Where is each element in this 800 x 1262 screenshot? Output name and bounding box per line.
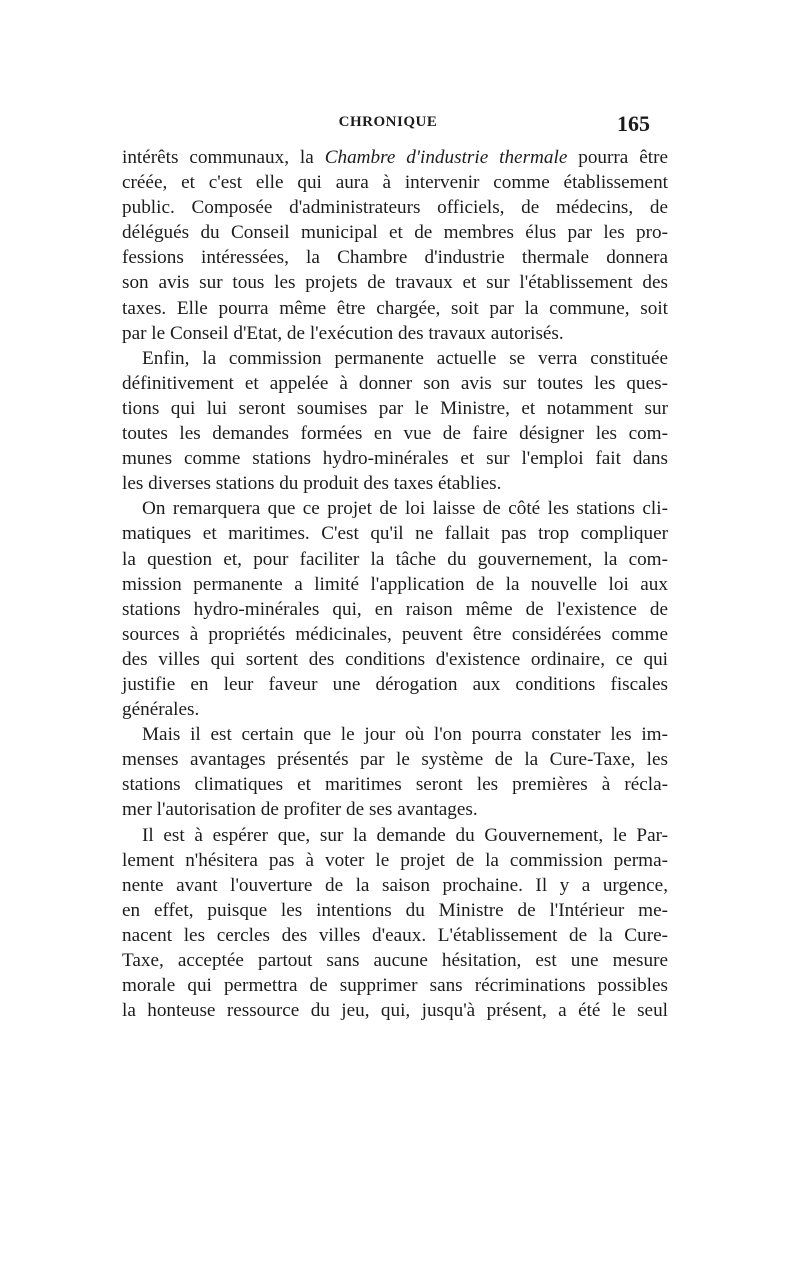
paragraph-3 (122, 496, 668, 722)
text-line: créée, et c'est elle qui aura à intervenir comme établissement (122, 172, 668, 194)
text-line: morale qui permettra de supprimer sans récriminations possibles (122, 975, 668, 997)
text-line: mission permanente a limité l'application de la nouvelle loi aux (122, 573, 668, 595)
text-line: son avis sur tous les projets de travaux et sur l'établissement des (122, 272, 668, 294)
text-line: la honteuse ressource du jeu, qui, jusqu'à présent, a été le seul (122, 1000, 668, 1022)
text-line: taxes. Elle pourra même être chargée, soit par la commune, soit (122, 297, 668, 319)
text-line: la question et, pour faciliter la tâche du gouvernement, la com- (122, 548, 668, 570)
italic-phrase: Chambre d'industrie thermale (324, 147, 568, 168)
running-title: CHRONIQUE (338, 114, 438, 130)
text-line: public. Composée d'administrateurs officiels, de médecins, de (122, 197, 668, 219)
text-line: Il est à espérer que, sur la demande du Gouvernement, le Par- (142, 824, 668, 846)
paragraph-1 (122, 145, 668, 346)
text-line: justifie en leur faveur une dérogation aux conditions fiscales (122, 673, 668, 695)
paragraph-5 (122, 823, 668, 1024)
paragraph-4 (122, 722, 668, 822)
text-line: Mais il est certain que le jour où l'on pourra constater les im- (142, 724, 668, 746)
text-line (122, 145, 668, 170)
text-run: pourra être (567, 147, 668, 168)
text-line: stations hydro-minérales qui, en raison même de l'existence de (122, 598, 668, 620)
text-run: intérêts communaux, la (122, 147, 325, 168)
body-text (122, 145, 668, 1023)
text-line: On remarquera que ce projet de loi laisse de côté les stations cli- (142, 498, 668, 520)
text-line: menses avantages présentés par le système de la Cure-Taxe, les (122, 749, 668, 771)
text-line: toutes les demandes formées en vue de faire désigner les com- (122, 423, 668, 445)
text-line: par le Conseil d'Etat, de l'exécution des travaux autorisés. (122, 322, 564, 344)
text-line: tions qui lui seront soumises par le Ministre, et notamment sur (122, 397, 668, 419)
text-line: générales. (122, 699, 200, 721)
text-line: les diverses stations du produit des taxes établies. (122, 473, 502, 495)
text-line: définitivement et appelée à donner son avis sur toutes les ques- (122, 372, 668, 394)
text-line: lement n'hésitera pas à voter le projet de la commission perma- (122, 849, 668, 871)
text-line: en effet, puisque les intentions du Ministre de l'Intérieur me- (122, 899, 668, 921)
paragraph-2 (122, 346, 668, 497)
text-line: munes comme stations hydro-minérales et sur l'emploi fait dans (122, 448, 668, 470)
text-line: stations climatiques et maritimes seront les premières à récla- (122, 774, 668, 796)
text-line: mer l'autorisation de profiter de ses avantages. (122, 799, 478, 821)
text-line: fessions intéressées, la Chambre d'industrie thermale donnera (122, 247, 668, 269)
text-line: des villes qui sortent des conditions d'existence ordinaire, ce qui (122, 648, 668, 670)
text-line: Enfin, la commission permanente actuelle se verra constituée (142, 347, 668, 369)
text-line: sources à propriétés médicinales, peuvent être considérées comme (122, 623, 668, 645)
text-line: matiques et maritimes. C'est qu'il ne fallait pas trop compliquer (122, 523, 668, 545)
text-line: Taxe, acceptée partout sans aucune hésitation, est une mesure (122, 950, 668, 971)
running-head (122, 111, 654, 138)
text-line: délégués du Conseil municipal et de membres élus par les pro- (122, 222, 668, 244)
text-line: nacent les cercles des villes d'eaux. L'établissement de la Cure- (122, 924, 668, 946)
text-line: nente avant l'ouverture de la saison prochaine. Il y a urgence, (122, 874, 668, 896)
page-number: 165 (617, 111, 650, 136)
